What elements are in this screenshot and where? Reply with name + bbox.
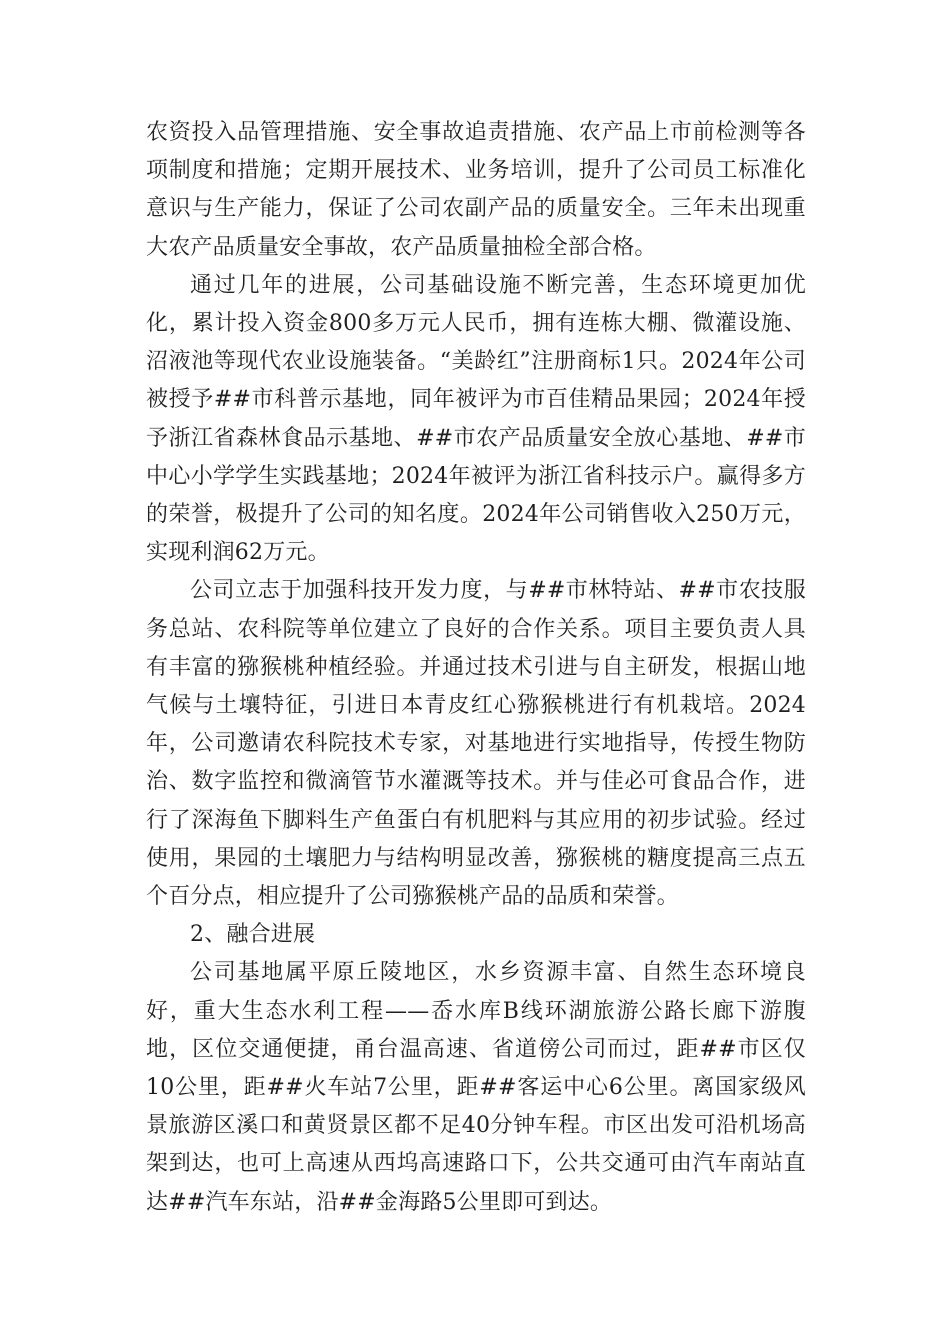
document-body <box>146 114 806 1222</box>
paragraph-location-transport: 公司基地属平原丘陵地区，水乡资源丰富、自然生态环境良好，重大生态水利工程——岙水库B线环湖旅游公路长廊下游腹地，区位交通便捷，甬台温高速、省道傍公司而过，距##市区仅10公里，距##火车站7公里，距##客运中心6公里。离国家级风景旅游区溪口和黄贤景区都不足40分钟车程。市区出发可沿机场高架到达，也可上高速从西坞高速路口下，公共交通可由汽车南站直达##汽车东站，沿##金海路5公里即可到达。 <box>146 960 806 1215</box>
paragraph-technology-cooperation: 公司立志于加强科技开发力度，与##市林特站、##市农技服务总站、农科院等单位建立了良好的合作关系。项目主要负责人具有丰富的猕猴桃种植经验。并通过技术引进与自主研发，根据山地气候与土壤特征，引进日本青皮红心猕猴桃进行有机栽培。2024年，公司邀请农科院技术专家，对基地进行实地指导，传授生物防治、数字监控和微滴管节水灌溉等技术。并与佳必可食品合作，进行了深海鱼下脚料生产鱼蛋白有机肥料与其应用的初步试验。经过使用，果园的土壤肥力与结构明显改善，猕猴桃的糖度提高三点五个百分点，相应提升了公司猕猴桃产品的品质和荣誉。 <box>146 578 806 910</box>
section-heading: 2、融合进展 <box>190 922 316 948</box>
paragraph-quality-management: 农资投入品管理措施、安全事故追责措施、农产品上市前检测等各项制度和措施；定期开展技术、业务培训，提升了公司员工标准化意识与生产能力，保证了公司农副产品的质量安全。三年未出现重大农产品质量安全事故，农产品质量抽检全部合格。 <box>146 120 806 260</box>
paragraph-development-achievements: 通过几年的进展，公司基础设施不断完善，生态环境更加优化，累计投入资金800多万元人民币，拥有连栋大棚、微灌设施、沼液池等现代农业设施装备。“美龄红”注册商标1只。2024年公司被授予##市科普示基地，同年被评为市百佳精品果园；2024年授予浙江省森林食品示基地、##市农产品质量安全放心基地、##市中心小学学生实践基地；2024年被评为浙江省科技示户。赢得多方的荣誉，极提升了公司的知名度。2024年公司销售收入250万元，实现利润62万元。 <box>146 272 806 566</box>
